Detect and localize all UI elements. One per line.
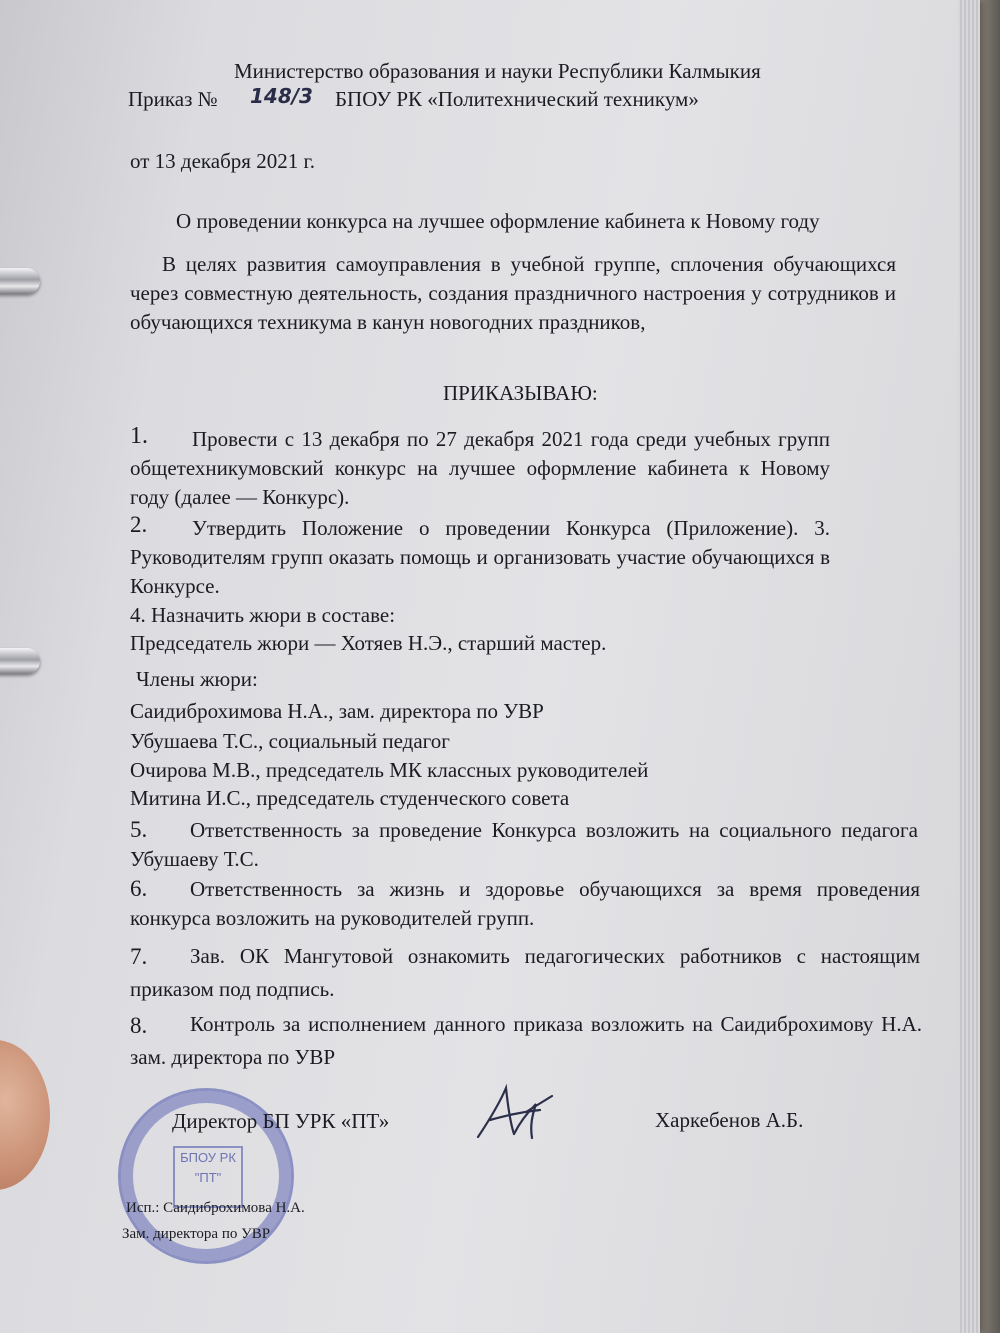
finger-image [0,1040,50,1190]
item-5-number: 5. [130,817,148,842]
item-1-number: 1. [130,423,148,449]
stamp-center-line-2: "ПТ" [194,1170,222,1185]
executor-position: Зам. директора по УВР [122,1226,271,1242]
item-2-text: Утвердить Положение о проведении Конкурса (Приложение). 3. Руководителям групп оказать помощь и организовать участие обучающихся в Конкурсе. [130,516,830,598]
order-date: от 13 декабря 2021 г. [130,149,315,173]
order-word: ПРИКАЗЫВАЮ: [443,381,598,405]
item-6-text: Ответственность за жизнь и здоровье обучающихся за время проведения конкурса возложить на руководителей групп. [130,877,920,930]
jury-member: Убушаева Т.С., социальный педагог [130,729,450,753]
item-6-number: 6. [130,876,148,901]
organization-name: БПОУ РК «Политехнический техникум» [335,87,699,111]
signer-position: Директор БП УРК «ПТ» [172,1109,390,1133]
jury-members-label: Члены жюри: [136,667,258,691]
item-8-number: 8. [130,1013,148,1038]
order-number-handwritten: 148/3 [250,84,313,108]
stamp-center-line-1: БПОУ РК [180,1150,236,1165]
item-7-text: Зав. ОК Мангутовой ознакомить педагогических работников с настоящим приказом под подпись. [130,944,920,1001]
jury-member: Митина И.С., председатель студенческого совета [130,786,570,810]
item-5-text: Ответственность за проведение Конкурса возложить на социального педагога Убушаеву Т.С. [130,818,918,871]
ministry-name: Министерство образования и науки Республики Калмыкия [234,59,761,83]
jury-member: Саидиброхимова Н.А., зам. директора по УВР [130,699,544,723]
item-4-text: 4. Назначить жюри в составе: [130,603,396,627]
order-label: Приказ № [128,87,218,111]
binder-ring-icon [0,648,40,674]
jury-chair: Председатель жюри — Хотяев Н.Э., старший мастер. [130,631,607,655]
executor-name: Исп.: Саидиброхимова Н.А. [126,1200,305,1216]
jury-member: Очирова М.В., председатель МК классных руководителей [130,758,649,782]
item-2-number: 2. [130,512,148,537]
order-title: О проведении конкурса на лучшее оформление кабинета к Новому году [176,209,820,233]
item-1-text: Провести с 13 декабря по 27 декабря 2021 года среди учебных групп общетехникумовский конкурс на лучшее оформление кабинета к Новому году (далее — Конкурс). [130,427,830,509]
binder-ring-icon [0,268,40,294]
item-7-number: 7. [130,944,148,969]
preamble-paragraph: В целях развития самоуправления в учебной группе, сплочения обучающихся через совместную деятельность, создания праздничного настроения у сотрудников и обучающихся техникума в канун новогодних праздников, [130,252,896,334]
item-8-text: Контроль за исполнением данного приказа возложить на Саидиброхимову Н.А. зам. директора по УВР [130,1012,922,1069]
signer-name: Харкебенов А.Б. [655,1108,804,1132]
page-stack-edge [958,0,980,1333]
signature-icon [470,1082,560,1152]
